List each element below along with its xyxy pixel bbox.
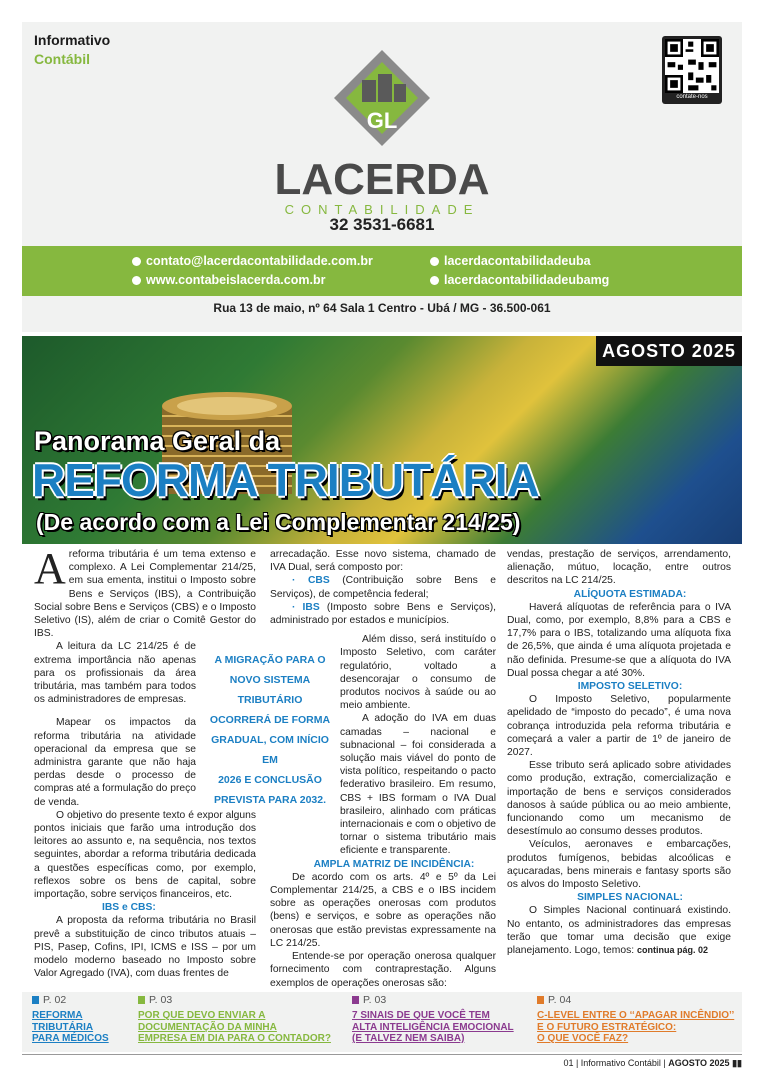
paragraph bbox=[507, 904, 731, 957]
instagram-text: lacerdacontabilidadeubamg bbox=[444, 273, 610, 287]
index-title-line: 7 SINAIS DE QUE VOCÊ TEM bbox=[352, 1010, 490, 1021]
term-description: (Imposto sobre Bens e Serviços), administrado por estados e municípios. bbox=[270, 601, 496, 627]
index-page: P. 02 bbox=[43, 994, 67, 1006]
index-title-line: ALTA INTELIGÊNCIA EMOCIONAL bbox=[352, 1021, 514, 1033]
index-title-line: TRIBUTÁRIA bbox=[32, 1021, 94, 1033]
logo-initials: GL bbox=[366, 108, 398, 133]
index-item[interactable] bbox=[352, 994, 532, 1045]
brand-line-contabil: Contábil bbox=[34, 51, 90, 67]
paragraph: A leitura da LC 214/25 é de extrema importância não apenas para os profissionais da área tributária, mas também para todos os administradores de empresas. bbox=[34, 641, 196, 706]
logo-name: LACERDA bbox=[274, 155, 490, 204]
instagram-icon bbox=[430, 276, 439, 285]
paragraph: De acordo com os arts. 4º e 5º da Lei Complementar 214/25, a CBS e o IBS incidem sobre as operações onerosas com produtos (bens) e serviços, e sobre as operações não onerosas que estão previstas expressamente na LC 214/25. bbox=[270, 871, 496, 949]
qr-caption: contate-nos bbox=[676, 94, 708, 100]
headline-line-2: REFORMA TRIBUTÁRIA bbox=[32, 454, 539, 506]
hero-banner bbox=[22, 336, 742, 544]
qr-code-icon bbox=[665, 39, 719, 93]
paragraph: Além disso, será instituído o Imposto Seletivo, com caráter regulatório, voltado a desencorajar o consumo de produtos nocivos à saúde ou ao meio ambiente. bbox=[340, 634, 496, 712]
email-icon bbox=[132, 257, 141, 266]
drop-cap: A bbox=[34, 544, 66, 593]
index-title-line: REFORMA bbox=[32, 1010, 83, 1021]
paragraph: A proposta da reforma tributária no Brasil prevê a substituição de cinco tributos atuais – PIS, Pasep, Cofins, IPI, ICMS e ISS – por um modelo moderno baseado no Imposto sobre Valor Agregado (IVA), com duas frentes de bbox=[34, 915, 256, 980]
list-item-cbs: · CBS (Contribuição sobre Bens e Serviços), de competência federal; bbox=[270, 575, 496, 600]
paragraph-text: reforma tributária é um tema extenso e complexo. A Lei Complementar 214/25, em sua ementa, institui o Imposto sobre Bens e Serviços (IBS), a Contribuição Social sobre Bens e Serviços (CBS) e o Imposto Seletivo (IS), além de criar o Comitê Gestor do IBS. bbox=[34, 549, 256, 640]
paragraph: O Imposto Seletivo, popularmente apelidado de “imposto do pecado”, é uma nova cobrança introduzida pela reforma tributária e começará a valer a partir de 1º de janeiro de 2027. bbox=[507, 694, 731, 759]
article-column-3 bbox=[507, 548, 731, 957]
section-heading-simples: SIMPLES NACIONAL: bbox=[577, 892, 683, 904]
pull-quote-line: A MIGRAÇÃO PARA O bbox=[214, 654, 326, 666]
paragraph: A adoção do IVA em duas camadas – nacional e subnacional – foi considerada a solução mais viável do ponto de vista político, respeitando o pacto federativo brasileiro. Em resumo, CBS + IBS formam o IVA Dual brasileiro, alinhado com práticas internacionais e com o objetivo de tornar o sistema tributário mais eficiente e transparente. bbox=[340, 713, 496, 857]
article-column-2 bbox=[270, 548, 496, 990]
paragraph-text: O Simples Nacional continuará existindo. No entanto, os administradores das empresas terão que tomar uma decisão que exige planejamento. Logo, temos: bbox=[507, 905, 731, 957]
list-item-ibs: · IBS (Imposto sobre Bens e Serviços), administrado por estados e municípios. bbox=[270, 601, 496, 627]
term-cbs: CBS bbox=[307, 575, 330, 587]
index-item[interactable] bbox=[537, 994, 739, 1045]
email-contact[interactable] bbox=[132, 254, 373, 268]
page-info-text: 01 | Informativo Contábil | bbox=[563, 1058, 666, 1068]
lacerda-logo bbox=[254, 48, 510, 216]
headline-line-3: (De acordo com a Lei Complementar 214/25) bbox=[36, 509, 521, 535]
index-page: P. 03 bbox=[149, 994, 173, 1006]
term-description: (Contribuição sobre Bens e Serviços), de competência federal; bbox=[270, 575, 496, 600]
index-title-line: EMPRESA EM DIA PARA O CONTADOR? bbox=[138, 1033, 331, 1044]
pull-quote-line: GRADUAL, COM INÍCIO EM bbox=[211, 734, 329, 766]
page-info-date: AGOSTO 2025 bbox=[668, 1058, 730, 1068]
continued-link[interactable]: continua pág. 02 bbox=[636, 945, 708, 956]
headline-line-1: Panorama Geral da bbox=[34, 426, 281, 456]
bars-icon: ▮▮ bbox=[732, 1058, 742, 1068]
square-icon bbox=[138, 996, 145, 1004]
section-heading-ibs-cbs: IBS e CBS: bbox=[102, 902, 156, 914]
paragraph: Entende-se por operação onerosa qualquer fornecimento com contraprestação. Alguns exemplos de operações onerosas são: bbox=[270, 951, 496, 989]
index-title-line: E O FUTURO ESTRATÉGICO: bbox=[537, 1021, 677, 1033]
website-contact[interactable] bbox=[132, 273, 325, 287]
page-info bbox=[0, 1058, 742, 1069]
index-item[interactable] bbox=[32, 994, 132, 1045]
paragraph: Veículos, aeronaves e embarcações, produtos fumígenos, bebidas alcoólicas e açucaradas, bens minerais e fantasy sports são os alvos do Imposto Seletivo. bbox=[507, 839, 731, 891]
pull-quote-line: OCORRERÁ DE FORMA bbox=[209, 714, 331, 726]
index-title-line: PARA MÉDICOS bbox=[32, 1033, 109, 1044]
contact-bar bbox=[22, 246, 742, 296]
pull-quote-line: PREVISTA PARA 2032. bbox=[213, 794, 327, 806]
index-page: P. 03 bbox=[363, 994, 387, 1006]
logo-subtitle: CONTABILIDADE bbox=[284, 202, 480, 216]
index-item[interactable] bbox=[138, 994, 348, 1045]
masthead bbox=[22, 22, 742, 332]
index-footer bbox=[22, 992, 742, 1052]
square-icon bbox=[32, 996, 39, 1004]
index-title-line: O QUE VOCÊ FAZ? bbox=[537, 1033, 629, 1044]
email-text: contato@lacerdacontabilidade.com.br bbox=[146, 254, 373, 268]
footer-divider bbox=[22, 1054, 742, 1055]
facebook-contact[interactable] bbox=[430, 254, 591, 268]
section-heading-aliquota: ALÍQUOTA ESTIMADA: bbox=[573, 588, 687, 600]
facebook-text: lacerdacontabilidadeuba bbox=[444, 254, 591, 268]
paragraph: Mapear os impactos da reforma tributária na atividade operacional da empresa que se administra garante que não haja perdas desde o processo de compras até a formulação do preço de venda. bbox=[34, 717, 196, 808]
index-title-line: C-LEVEL ENTRE O ‘‘APAGAR INCÊNDIO’’ bbox=[537, 1010, 735, 1021]
paragraph: vendas, prestação de serviços, arrendamento, alienação, mútuo, locação, entre outros descritos na LC 214/25. bbox=[507, 549, 731, 587]
issue-date: AGOSTO 2025 bbox=[596, 336, 742, 366]
paragraph: Esse tributo será aplicado sobre atividades como produção, extração, comercialização e importação de bens e serviços considerados danosos à saúde pública ou ao meio ambiente, funcionando como um mecanismo de desestímulo ao consumo desses produtos. bbox=[507, 760, 731, 838]
paragraph: O objetivo do presente texto é expor alguns pontos iniciais que farão uma introdução dos leitores ao assunto e, na sequência, nos textos seguintes, abordar a reforma tributária dedicada a questões específicas como, por exemplo, reflexos sobre os bens de capital, sobre importação, sobre serviços financeiros, etc. bbox=[34, 809, 256, 901]
globe-icon bbox=[132, 276, 141, 285]
qr-code[interactable] bbox=[662, 36, 722, 104]
pull-quote-line: NOVO SISTEMA TRIBUTÁRIO bbox=[229, 674, 311, 706]
index-page: P. 04 bbox=[548, 994, 572, 1006]
pull-quote-line: 2026 E CONCLUSÃO bbox=[218, 774, 322, 786]
term-ibs: IBS bbox=[302, 601, 320, 613]
paragraph bbox=[34, 544, 256, 640]
square-icon bbox=[352, 996, 359, 1004]
instagram-contact[interactable] bbox=[430, 273, 609, 287]
index-title-line: POR QUE DEVO ENVIAR A bbox=[138, 1010, 266, 1021]
index-title-line: (E TALVEZ NEM SAIBA) bbox=[352, 1033, 465, 1044]
square-icon bbox=[537, 996, 544, 1004]
paragraph: arrecadação. Esse novo sistema, chamado de IVA Dual, será composto por: bbox=[270, 549, 496, 574]
website-text: www.contabeislacerda.com.br bbox=[146, 273, 326, 287]
address: Rua 13 de maio, nº 64 Sala 1 Centro - Ubá / MG - 36.500-061 bbox=[213, 301, 551, 315]
brand-line-informativo: Informativo bbox=[34, 32, 111, 48]
facebook-icon bbox=[430, 257, 439, 266]
section-heading-matriz: AMPLA MATRIZ DE INCIDÊNCIA: bbox=[313, 858, 475, 870]
index-title-line: DOCUMENTAÇÃO DA MINHA bbox=[138, 1021, 277, 1033]
paragraph: Haverá alíquotas de referência para o IVA Dual, como, por exemplo, 8,8% para a CBS e 17,7% para o IBS, totalizando uma alíquota fixa de 26,5%, que ainda é uma alíquota projetada e não definida. Presume-se que a alíquota do IVA Dual possa chegar a até 30%. bbox=[507, 601, 731, 679]
phone-number: 32 3531-6681 bbox=[329, 215, 435, 234]
section-heading-seletivo: IMPOSTO SELETIVO: bbox=[577, 681, 683, 693]
